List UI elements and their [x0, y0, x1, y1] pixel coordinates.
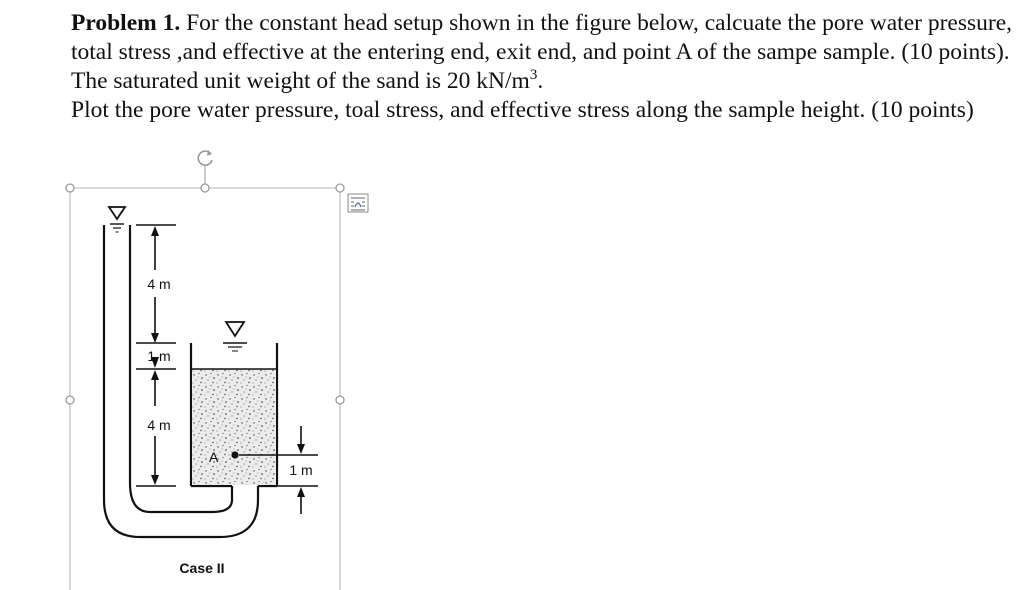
- problem-body-end: .: [537, 68, 544, 94]
- unit-superscript: 3: [529, 67, 538, 84]
- problem-paragraph-2: Plot the pore water pressure, toal stress, and effective stress along the sample height. (10 points): [71, 97, 974, 123]
- problem-heading: Problem 1.: [71, 10, 181, 36]
- resize-handle-top-left[interactable]: [66, 184, 74, 192]
- dimension-label-4m-upper: 4 m: [147, 276, 171, 292]
- rotate-handle-icon[interactable]: [198, 150, 212, 165]
- resize-handle-left-middle[interactable]: [66, 396, 74, 404]
- figure-caption: Case II: [179, 560, 225, 576]
- point-a-marker: [231, 451, 238, 458]
- sand-sample: [192, 369, 276, 485]
- water-table-triangle-icon: [109, 207, 125, 232]
- problem-body: For the constant head setup shown in the figure below, calcuate the pore water pressure, total stress ,and effective at the entering end, exit end, and point A of the sampe sample. (10 points). The saturated unit weight of the sand is 20 kN/m: [71, 10, 1013, 94]
- water-table-triangle-icon: [223, 322, 247, 351]
- u-bend-inner: [130, 483, 232, 512]
- dimension-label-1m-right: 1 m: [289, 462, 313, 478]
- point-a-label: A: [209, 449, 219, 465]
- resize-handle-top-right[interactable]: [336, 184, 344, 192]
- dimension-label-4m-lower: 4 m: [147, 417, 171, 433]
- resize-handle-right-middle[interactable]: [336, 396, 344, 404]
- layout-options-icon[interactable]: [348, 194, 368, 212]
- dimension-label-1m: 1 m: [147, 348, 171, 364]
- resize-handle-top-middle[interactable]: [201, 184, 209, 192]
